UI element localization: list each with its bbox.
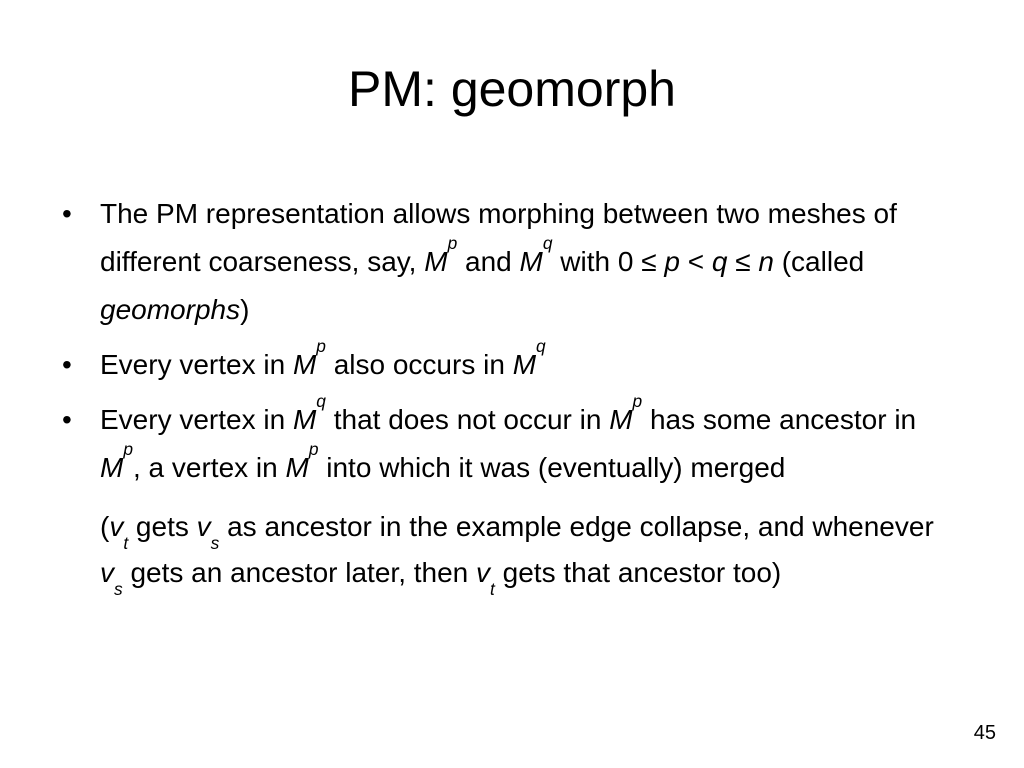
bullet-text: The PM representation allows morphing between two meshes of different coarseness, say, $M^p$ and $M^q$ with 0 ≤ p < q ≤ n (called geomorphs)	[100, 198, 897, 325]
note-paragraph: ($v_t$ gets $v_s$ as ancestor in the example edge collapse, and whenever $v_s$ gets an ancestor later, then $v_t$ gets that ancestor too)	[100, 511, 934, 599]
bullet-item-geomorph-definition	[62, 190, 952, 334]
slide-title: PM: geomorph	[348, 61, 676, 117]
bullet-item-vertex-occurrence	[62, 336, 952, 389]
slide-number: 45	[973, 722, 996, 744]
slide-body	[62, 190, 952, 599]
bullet-text: Every vertex in $M^p$ also occurs in $M^q$	[100, 336, 546, 380]
bullet-marker: •	[62, 349, 72, 380]
bullet-text: Every vertex in $M^q$ that does not occur in $M^p$ has some ancestor in $M^p$, a vertex in $M^p$ into which it was (eventually) merged	[100, 391, 917, 483]
bullet-marker: •	[62, 198, 72, 229]
bullet-marker: •	[62, 404, 72, 435]
bullet-item-ancestor	[62, 391, 952, 492]
